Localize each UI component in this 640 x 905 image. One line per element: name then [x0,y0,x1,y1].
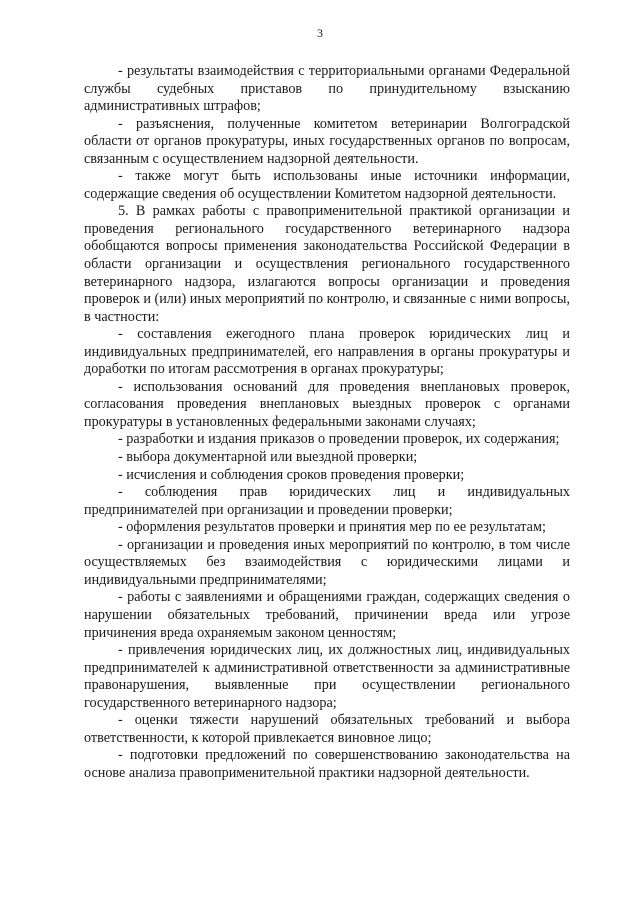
list-item-citizen-appeals: - работы с заявлениями и обращениями граждан, содержащих сведения о нарушении обязательных требований, причинении вреда или угрозе причинения вреда охраняемым законом ценностям; [84,589,570,641]
list-item-liability: - привлечения юридических лиц, их должностных лиц, индивидуальных предпринимателей к административной ответственности за административные правонарушения, выявленные при осуществлении регионального государственного ветеринарного надзора; [84,642,570,711]
list-item-other-control: - организации и проведения иных мероприятий по контролю, в том числе осуществляемых без взаимодействия с юридическими лицами и индивидуальными предпринимателями; [84,536,570,588]
list-item-severity: - оценки тяжести нарушений обязательных требований и выбора ответственности, к которой привлекается виновное лицо; [84,712,570,746]
list-item-rights: - соблюдения прав юридических лиц и индивидуальных предпринимателей при организации и проведении проверки; [84,484,570,518]
paragraph-other-sources: - также могут быть использованы иные источники информации, содержащие сведения об осуществлении Комитетом надзорной деятельности. [84,168,570,202]
paragraph-section-5: 5. В рамках работы с правоприменительной практикой организации и проведения регионального государственного ветеринарного надзора обобщаются вопросы применения законодательства Российской Федерации в области организации и осуществления регионального государственного ветеринарного надзора, излагаются вопросы организации и проведения проверок и (или) иных мероприятий по контролю, и связанные с ними вопросы, в частности: [84,203,570,325]
list-item-legislation-proposals: - подготовки предложений по совершенствованию законодательства на основе анализа правоприменительной практики надзорной деятельности. [84,747,570,781]
document-body [84,63,570,782]
list-item-unscheduled-inspections: - использования оснований для проведения внеплановых проверок, согласования проведения внеплановых выездных проверок с органами прокуратуры в установленных федеральными законами случаях; [84,378,570,430]
paragraph-prosecutor-clarifications: - разъяснения, полученные комитетом ветеринарии Волгоградской области от органов прокуратуры, иных государственных органов по вопросам, связанным с осуществлением надзорной деятельности. [84,115,570,167]
list-item-inspection-type: - выбора документарной или выездной проверки; [118,449,418,466]
list-item-orders: - разработки и издания приказов о проведении проверок, их содержания; [118,431,560,448]
list-item-results: - оформления результатов проверки и принятия мер по ее результатам; [118,519,546,536]
paragraph-fssp-results: - результаты взаимодействия с территориальными органами Федеральной службы судебных приставов по принудительному взысканию административных штрафов; [84,63,570,115]
list-item-deadlines: - исчисления и соблюдения сроков проведения проверки; [118,466,465,483]
page-number: 3 [317,26,323,40]
list-item-annual-plan: - составления ежегодного плана проверок юридических лиц и индивидуальных предпринимателей, его направления в органы прокуратуры и доработки по итогам рассмотрения в органах прокуратуры; [84,326,570,378]
